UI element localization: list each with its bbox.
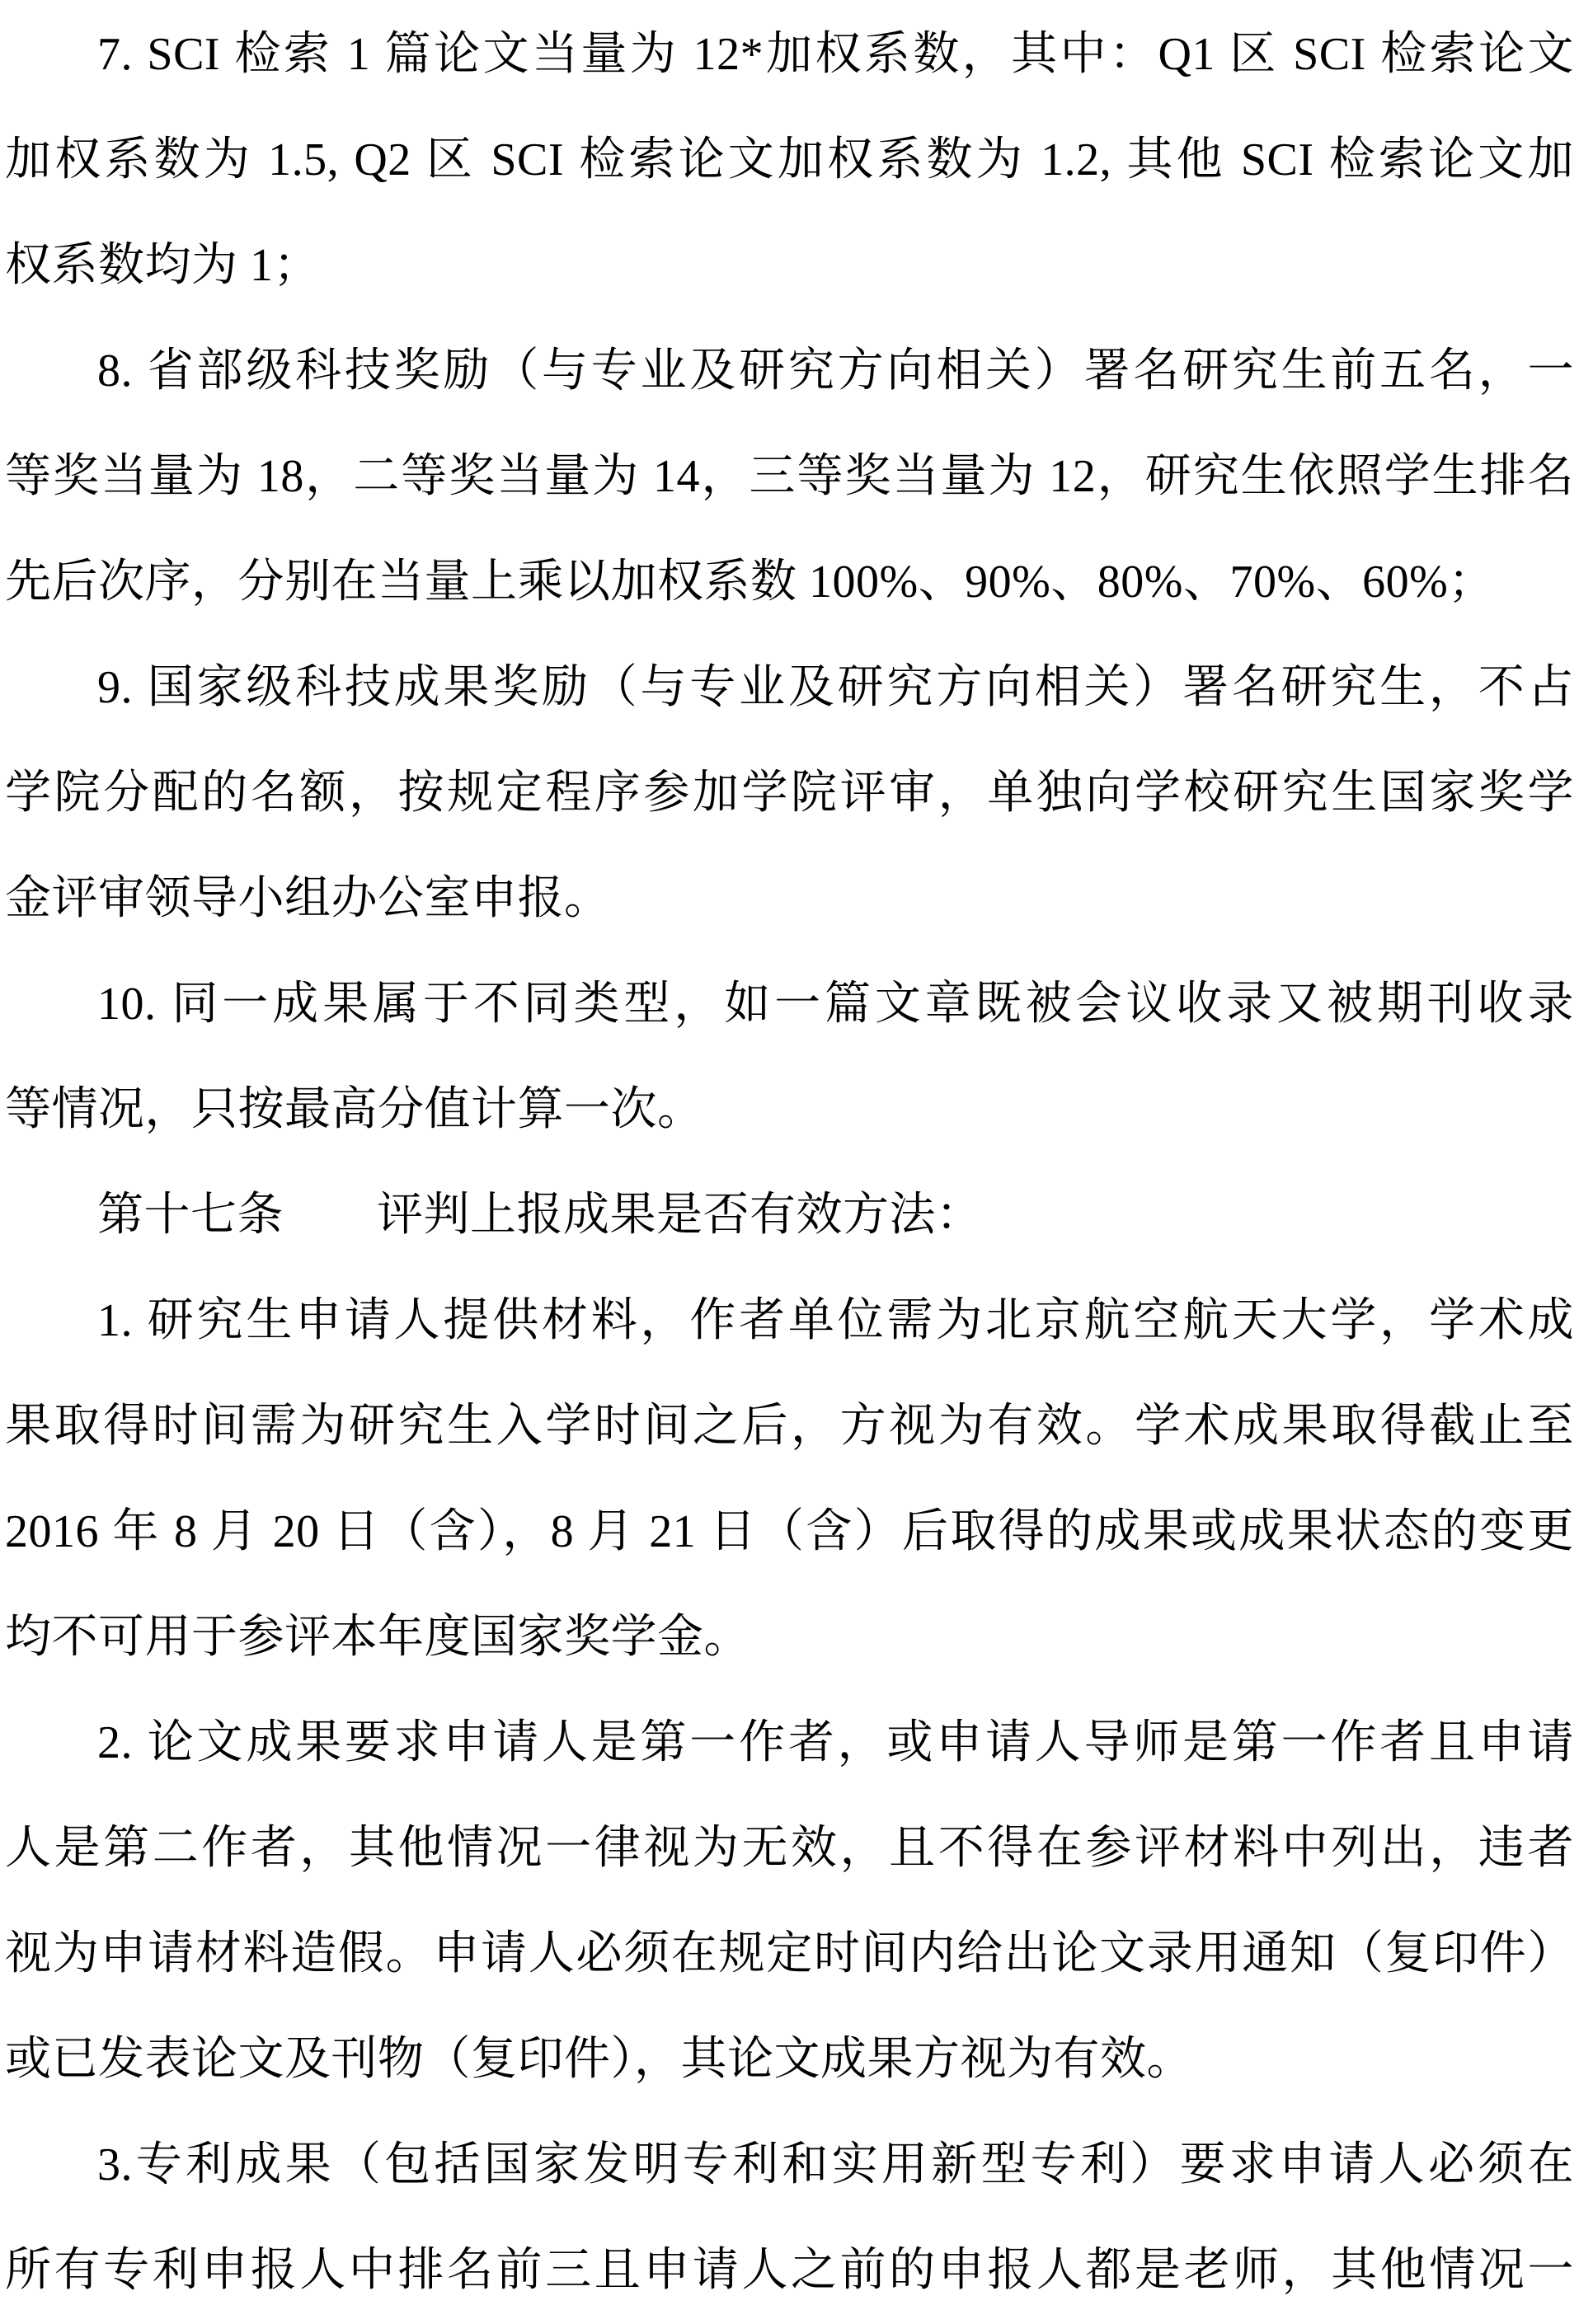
paragraph-item-8 — [5, 318, 1574, 635]
text-line: 金评审领导小组办公室申报。 — [5, 873, 611, 924]
text-line: 1. 研究生申请人提供材料，作者单位需为北京航空航天大学，学术成 — [97, 1295, 1574, 1346]
text-line: 等情况，只按最高分值计算一次。 — [5, 1084, 704, 1135]
text-line: 10. 同一成果属于不同类型，如一篇文章既被会议收录又被期刊收录 — [97, 979, 1574, 1030]
text-line: 均不可用于参评本年度国家奖学金。 — [5, 1612, 750, 1663]
text-line: 第十七条 评判上报成果是否有效方法： — [97, 1190, 983, 1241]
paragraph-item-2 — [5, 1690, 1574, 2112]
text-line: 2. 论文成果要求申请人是第一作者，或申请人导师是第一作者且申请 — [97, 1717, 1574, 1768]
text-line: 人是第二作者，其他情况一律视为无效，且不得在参评材料中列出，违者 — [5, 1823, 1574, 1874]
text-line: 果取得时间需为研究生入学时间之后，方视为有效。学术成果取得截止至 — [5, 1401, 1574, 1452]
text-line: 加权系数为 1.5, Q2 区 SCI 检索论文加权系数为 1.2, 其他 SCI 检索论文加 — [5, 134, 1574, 185]
text-line: 或已发表论文及刊物（复印件），其论文成果方视为有效。 — [5, 2034, 1193, 2085]
text-line: 8. 省部级科技奖励（与专业及研究方向相关）署名研究生前五名，一 — [97, 345, 1574, 397]
text-line: 权系数均为 1； — [5, 240, 320, 291]
heading-article-17 — [5, 1162, 1574, 1268]
paragraph-item-10 — [5, 951, 1574, 1162]
paragraph-item-1 — [5, 1268, 1574, 1690]
paragraph-item-7 — [5, 2, 1574, 318]
paragraph-item-9 — [5, 635, 1574, 951]
text-line: 视为申请材料造假。申请人必须在规定时间内给出论文录用通知（复印件） — [5, 1928, 1574, 1979]
text-line: 学院分配的名额，按规定程序参加学院评审，单独向学校研究生国家奖学 — [5, 768, 1574, 819]
text-line: 先后次序，分别在当量上乘以加权系数 100%、90%、80%、70%、60%； — [5, 556, 1495, 608]
text-line: 7. SCI 检索 1 篇论文当量为 12*加权系数，其中：Q1 区 SCI 检索论文 — [97, 29, 1574, 80]
text-line: 9. 国家级科技成果奖励（与专业及研究方向相关）署名研究生，不占 — [97, 662, 1574, 713]
text-line: 等奖当量为 18，二等奖当量为 14，三等奖当量为 12，研究生依照学生排名 — [5, 451, 1574, 502]
paragraph-item-3 — [5, 2112, 1574, 2323]
text-line: 3.专利成果（包括国家发明专利和实用新型专利）要求申请人必须在 — [97, 2139, 1574, 2190]
text-line: 所有专利申报人中排名前三且申请人之前的申报人都是老师，其他情况一 — [5, 2245, 1574, 2296]
text-line: 2016 年 8 月 20 日（含），8 月 21 日（含）后取得的成果或成果状态的变更 — [5, 1506, 1574, 1557]
